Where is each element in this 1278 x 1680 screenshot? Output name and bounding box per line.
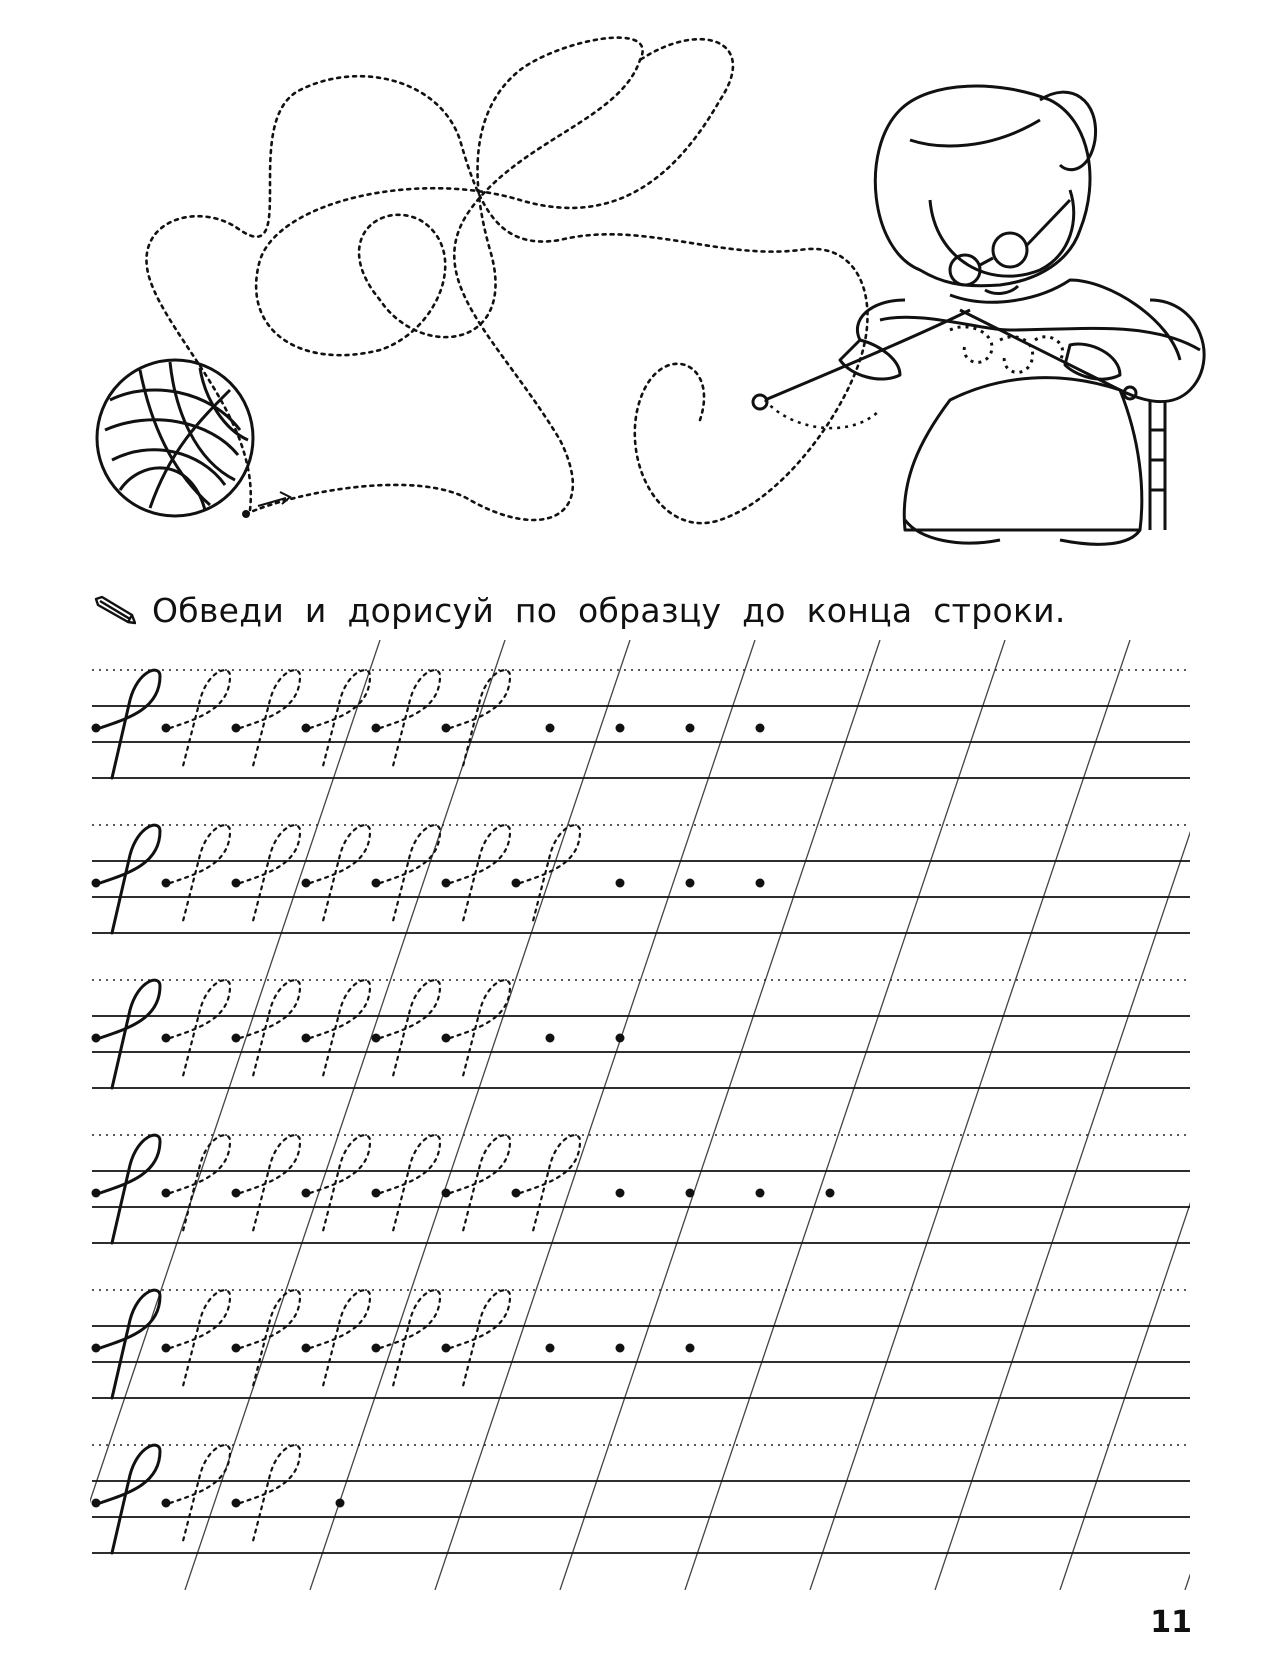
instruction — [92, 588, 1066, 632]
start-dot — [686, 1189, 695, 1198]
start-dot — [826, 1189, 835, 1198]
trace-letter — [240, 1135, 300, 1235]
trace-letter — [170, 1290, 230, 1390]
start-dot — [336, 1499, 345, 1508]
page-number: 11 — [1150, 1605, 1192, 1640]
trace-letter — [310, 670, 370, 770]
illustration — [0, 0, 1278, 560]
trace-letter — [240, 670, 300, 770]
slant-guide-line — [1185, 640, 1278, 1590]
start-dot — [756, 724, 765, 733]
slant-guide-line — [185, 640, 505, 1590]
trace-letter — [310, 825, 370, 925]
start-dot — [686, 724, 695, 733]
grandmother-knitting-icon — [753, 86, 1204, 544]
yarn-ball-icon — [97, 360, 253, 516]
trace-letter — [380, 1290, 440, 1390]
trace-letter — [170, 670, 230, 770]
slant-guide-line — [60, 640, 380, 1590]
slant-guide-line — [935, 640, 1255, 1590]
trace-letter — [170, 825, 230, 925]
sample-letter — [100, 670, 160, 778]
exercise-row — [92, 980, 1190, 1088]
start-dot — [756, 1189, 765, 1198]
start-dot — [686, 1344, 695, 1353]
trace-letter — [450, 1290, 510, 1390]
slant-guide-line — [810, 640, 1130, 1590]
dotted-maze-path — [146, 38, 867, 524]
sample-letter — [100, 980, 160, 1088]
start-dot — [756, 879, 765, 888]
slant-guide-line — [435, 640, 755, 1590]
trace-letter — [170, 1445, 230, 1545]
start-dot — [616, 1034, 625, 1043]
trace-letter — [240, 1290, 300, 1390]
trace-letter — [170, 980, 230, 1080]
slant-guide-line — [560, 640, 880, 1590]
start-dot — [616, 879, 625, 888]
writing-sheet — [0, 640, 1278, 1590]
sample-letter — [100, 1135, 160, 1243]
trace-letter — [450, 1135, 510, 1235]
sample-letter — [100, 825, 160, 933]
trace-letter — [170, 1135, 230, 1235]
trace-letter — [310, 1290, 370, 1390]
start-dot — [616, 724, 625, 733]
exercise-row — [92, 1445, 1190, 1553]
pencil-icon — [92, 595, 136, 625]
trace-letter — [310, 980, 370, 1080]
trace-letter — [450, 825, 510, 925]
start-dot — [546, 1344, 555, 1353]
instruction-text: Обведи и дорисуй по образцу до конца строки. — [152, 590, 1066, 630]
start-dot — [546, 1034, 555, 1043]
trace-letter — [380, 825, 440, 925]
sample-letter — [100, 1445, 160, 1553]
trace-letter — [380, 1135, 440, 1235]
exercise-row — [92, 1290, 1190, 1398]
slant-guide-line — [1060, 640, 1278, 1590]
start-dot — [546, 724, 555, 733]
exercise-row — [92, 1135, 1190, 1243]
trace-letter — [520, 825, 580, 925]
trace-letter — [380, 980, 440, 1080]
start-dot — [616, 1189, 625, 1198]
trace-letter — [380, 670, 440, 770]
slant-guide-line — [310, 640, 630, 1590]
exercise-row — [92, 825, 1190, 933]
start-dot — [616, 1344, 625, 1353]
start-dot — [686, 879, 695, 888]
trace-letter — [450, 980, 510, 1080]
trace-letter — [240, 1445, 300, 1545]
trace-letter — [450, 670, 510, 770]
exercise-row — [92, 670, 1190, 778]
trace-letter — [240, 825, 300, 925]
trace-letter — [310, 1135, 370, 1235]
slant-guide-line — [685, 640, 1005, 1590]
